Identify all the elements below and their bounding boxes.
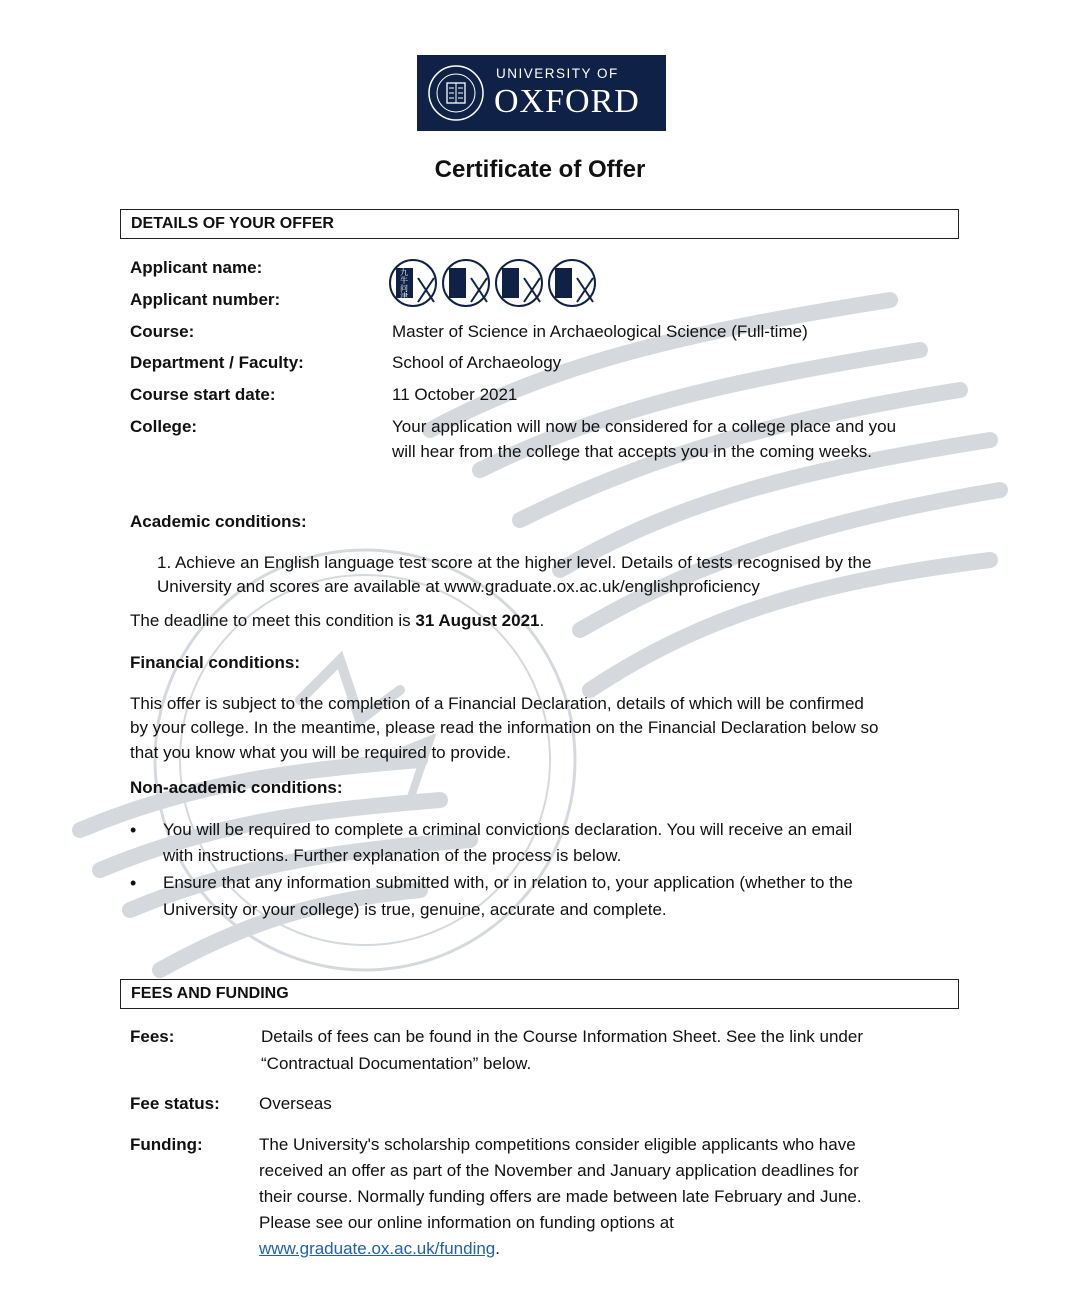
financial-conditions-line1: This offer is subject to the completion of a Financial Declaration, details of which will be confirmed [130,694,864,713]
fee-status-value: Overseas [259,1094,332,1113]
deadline-date: 31 August 2021 [415,611,540,630]
financial-conditions-line2: by your college. In the meantime, please read the information on the Financial Declaration below so [130,718,879,737]
start-date-label: Course start date: [130,385,276,404]
page-title: Certificate of Offer [434,156,646,183]
fees-line1: Details of fees can be found in the Course Information Sheet. See the link under [261,1027,863,1046]
course-label: Course: [130,322,195,341]
funding-link-line [259,1237,500,1261]
deadline-prefix: The deadline to meet this condition is [130,611,416,630]
non-academic-item-2-line1: Ensure that any information submitted with, or in relation to, your application (whether to the [163,873,853,892]
logo-line2: OXFORD [494,83,640,120]
funding-line4: Please see our online information on funding options at [259,1213,674,1232]
applicant-name-label: Applicant name: [130,258,263,277]
financial-conditions-line3: that you know what you will be required to provide. [130,743,511,762]
academic-conditions-heading: Academic conditions: [130,512,307,531]
fees-label: Fees: [130,1027,175,1046]
college-value-line2: will hear from the college that accepts you in the coming weeks. [392,442,873,461]
academic-condition-item-line2: University and scores are available at www.graduate.ox.ac.uk/englishproficiency [157,577,760,596]
bullet-icon: • [130,873,137,893]
university-logo [417,55,666,131]
funding-label: Funding: [130,1135,203,1154]
svg-text:九牛问津: 九牛问津 [399,268,409,300]
non-academic-conditions-heading: Non-academic conditions: [130,778,343,797]
logo-line1: UNIVERSITY OF [496,66,619,81]
fees-section-heading: FEES AND FUNDING [120,979,959,1009]
fee-status-label: Fee status: [130,1094,220,1113]
start-date-value: 11 October 2021 [392,385,518,404]
course-value: Master of Science in Archaeological Science (Full-time) [392,322,808,341]
funding-line1: The University's scholarship competitions consider eligible applicants who have [259,1135,856,1154]
academic-condition-item-line1: 1. Achieve an English language test score at the higher level. Details of tests recognised by the [157,553,872,572]
non-academic-item-2-line2: University or your college) is true, genuine, accurate and complete. [163,900,667,919]
redaction-badges [388,256,598,308]
fees-line2: “Contractual Documentation” below. [261,1054,532,1073]
deadline-suffix: . [539,611,545,630]
condition-deadline [130,609,544,633]
non-academic-item-1-line2: with instructions. Further explanation of the process is below. [163,846,622,865]
funding-line2: received an offer as part of the November and January application deadlines for [259,1161,859,1180]
applicant-number-label: Applicant number: [130,290,281,309]
financial-conditions-heading: Financial conditions: [130,653,301,672]
college-value-line1: Your application will now be considered for a college place and you [392,417,897,436]
offer-section-heading: DETAILS OF YOUR OFFER [120,209,959,239]
funding-link[interactable]: www.graduate.ox.ac.uk/funding [259,1239,496,1258]
crest-icon [426,63,486,123]
funding-line3: their course. Normally funding offers are made between late February and June. [259,1187,862,1206]
department-value: School of Archaeology [392,353,562,372]
bullet-icon: • [130,820,137,840]
redaction-badge-icon [390,260,595,306]
college-label: College: [130,417,198,436]
funding-link-suffix: . [495,1239,500,1258]
non-academic-item-1-line1: You will be required to complete a criminal convictions declaration. You will receive an email [163,820,853,839]
department-label: Department / Faculty: [130,353,304,372]
